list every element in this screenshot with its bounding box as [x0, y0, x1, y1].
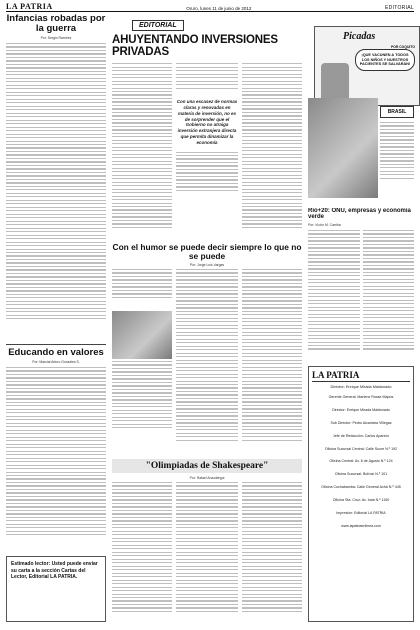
left-bottom-title: Educando en valores [8, 348, 104, 358]
cartoon-figure-left [321, 63, 349, 103]
editorial-title: AHUYENTANDO INVERSIONES PRIVADAS [112, 34, 278, 59]
left-divider [6, 344, 106, 345]
brasil-side-text [380, 122, 414, 202]
directory-motto: Director: Enrique Mirada Maldonado [330, 385, 392, 389]
editorial-col-2 [176, 63, 238, 228]
mid-band-label [112, 240, 176, 241]
brasil-graphic [308, 98, 414, 206]
masthead-section: EDITORIAL [384, 5, 414, 11]
reader-letters-box [6, 556, 106, 622]
shakespeare-title: "Olimpiadas de Shakespeare" [145, 461, 269, 471]
left-article-title: Infancias robadas por la guerra [6, 14, 106, 34]
directory-row: Oficina Sucursal: Bolívar N.º 101 [334, 472, 388, 477]
directory-row: Jefe de Redacción: Carlos Aparicio [333, 433, 389, 438]
editorial-col-3 [242, 63, 302, 228]
directory-row[interactable]: www.lapatriaenlinea.com [341, 523, 381, 528]
mid-headline [112, 243, 302, 267]
editorial-pullquote: Con una escasez de normas claras y renovadas en materia de inversión, no es de sorprender que el Gobierno no atraiga inversión extranjera directa que permita dinamizar la economía [176, 99, 238, 145]
directory-row: Impresión: Editorial LA PATRIA [336, 511, 386, 516]
left-article-byline: Por: Sergio Ramírez [40, 35, 72, 40]
cartoon-author: POR COQUITO [390, 45, 415, 49]
shakespeare-header [112, 459, 302, 473]
directory-row: Oficina Sta. Cruz: Av. Irala N.º 1150 [332, 498, 390, 503]
brasil-photo [308, 98, 378, 198]
mid-band [112, 232, 302, 240]
cartoon-title: Picadas [343, 31, 376, 42]
left-bottom-byline: Por: Marcial Arturo Gonzales S. [32, 359, 80, 364]
left-bottom-body [6, 367, 106, 542]
brasil-label: BRASIL [380, 106, 414, 118]
brasil-byline: Por: Víctor M. Carriba [308, 223, 341, 227]
mid-title: Con el humor se puede decir siempre lo que no se puede [112, 243, 302, 261]
directory-rows [312, 395, 410, 529]
brasil-title: Río+20: ONU, empresas y economía verde [308, 208, 411, 221]
directory-row: Sub Director: Pedro Alcantara Villegas [330, 420, 392, 425]
shakespeare-byline: Por: Rafael Anzoátegui [189, 476, 225, 480]
shakespeare-body [112, 482, 302, 622]
cartoon-speech-bubble: ¡QUE VACUNEN A TODOS LOS NIÑOS Y NUESTROS PACIENTES SE SALVARÁN! [355, 49, 415, 71]
mid-byline: Por: Jorge Luis Vargas [189, 262, 225, 267]
editorial-label: EDITORIAL [132, 20, 184, 31]
reader-letters-text: Estimado lector: Usted puede enviar su carta a la sección Cartas del Lector, Editorial LA PATRIA. [11, 561, 98, 581]
directory-row: Oficina Cochabamba: Calle General Achá N.º 445 [321, 485, 401, 490]
mid-photo [112, 311, 172, 359]
directory-row: Oficina Central: Av. 6 de Agosto N.º 124 [329, 459, 393, 464]
editorial-section [112, 14, 302, 228]
directory-box [308, 366, 414, 622]
left-article-body [6, 43, 106, 338]
directory-row: Gerente General: Marlene Rosse Mapos [328, 394, 394, 399]
brasil-body [308, 230, 414, 362]
masthead-date: Oruro, lunes 11 de junio de 2012 [186, 6, 252, 11]
directory-row: Oficina Sucursal Central: Calle Sucre N.º 192 [324, 446, 398, 451]
mid-body [112, 269, 302, 457]
directory-row: Director: Enrique Mirada Maldonado [332, 407, 390, 412]
cartoon-panel [314, 26, 420, 106]
masthead [6, 3, 414, 12]
editorial-col-1 [112, 63, 172, 228]
left-column-bottom [6, 348, 106, 548]
left-column-top [6, 14, 106, 339]
directory-logo: LA PATRIA [312, 370, 410, 382]
masthead-logo: LA PATRIA [6, 2, 53, 11]
